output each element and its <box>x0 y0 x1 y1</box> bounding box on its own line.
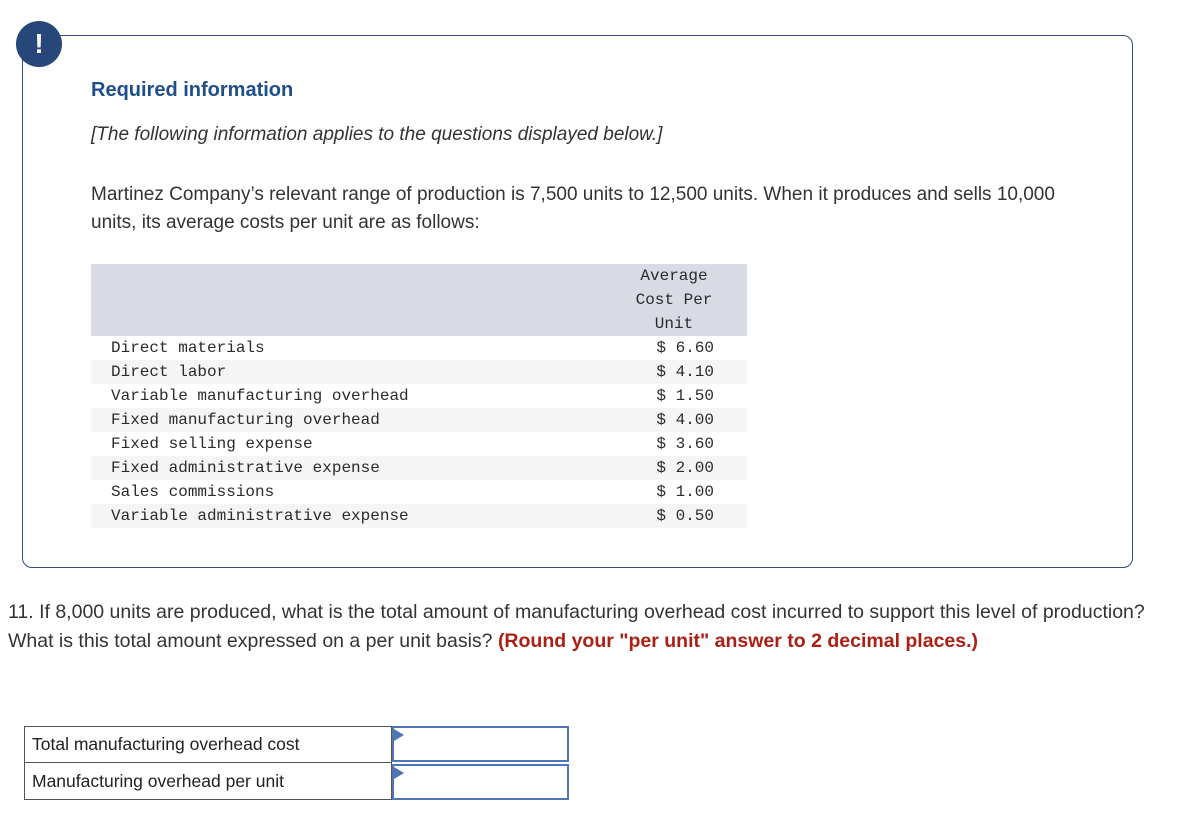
scenario-description: Martinez Company’s relevant range of production is 7,500 units to 12,500 units. When it produces and sells 10,000 units, its average costs per unit are as follows: <box>91 184 1055 233</box>
table-row <box>91 456 747 480</box>
overhead-per-unit-input[interactable] <box>392 764 569 800</box>
cost-amount: $ 3.60 <box>656 435 714 453</box>
question-rounding-instruction: (Round your "per unit" answer to 2 decimal places.) <box>497 630 979 652</box>
cost-label: Variable manufacturing overhead <box>111 387 409 405</box>
cost-amount: $ 1.00 <box>656 483 714 501</box>
exclamation-icon: ! <box>34 28 44 59</box>
answer-label-total-overhead: Total manufacturing overhead cost <box>24 726 392 763</box>
header-line: Average <box>640 267 708 285</box>
table-row <box>91 384 747 408</box>
total-overhead-input[interactable] <box>392 726 569 762</box>
cost-amount: $ 4.00 <box>656 411 714 429</box>
cost-amount: $ 4.10 <box>656 363 714 381</box>
cost-label: Direct materials <box>111 339 265 357</box>
question-body: 11. If 8,000 units are produced, what is the total amount of manufacturing overhead cost incurred to support this level of production? What is this total amount expressed on a per unit basis? <box>8 601 1145 652</box>
table-row <box>91 480 747 504</box>
cost-label: Fixed administrative expense <box>111 459 380 477</box>
average-cost-table <box>91 264 747 528</box>
header-line: Unit <box>654 315 694 333</box>
table-row <box>91 408 747 432</box>
table-row <box>91 360 747 384</box>
cost-amount: $ 2.00 <box>656 459 714 477</box>
answer-label-overhead-per-unit: Manufacturing overhead per unit <box>24 762 392 800</box>
cost-label: Variable administrative expense <box>111 507 409 525</box>
required-alert-icon <box>16 21 62 67</box>
answer-cell <box>392 763 569 800</box>
answer-table <box>24 726 569 800</box>
answer-cell <box>392 726 569 763</box>
cost-amount: $ 6.60 <box>656 339 714 357</box>
cost-amount: $ 1.50 <box>656 387 714 405</box>
required-information-panel <box>22 35 1133 568</box>
panel-subtitle: [The following information applies to the questions displayed below.] <box>91 124 663 145</box>
table-row <box>91 504 747 528</box>
cost-label: Fixed selling expense <box>111 435 313 453</box>
panel-title: Required information <box>91 79 294 101</box>
table-row <box>91 336 747 360</box>
table-row <box>24 726 569 763</box>
cost-label: Fixed manufacturing overhead <box>111 411 380 429</box>
question-11-text <box>8 598 1192 656</box>
cost-label: Direct labor <box>111 363 227 381</box>
table-row <box>91 432 747 456</box>
cost-amount: $ 0.50 <box>656 507 714 525</box>
table-row <box>24 763 569 800</box>
header-line: Cost Per <box>635 291 713 309</box>
cost-table-header <box>91 264 747 336</box>
cost-label: Sales commissions <box>111 483 275 501</box>
